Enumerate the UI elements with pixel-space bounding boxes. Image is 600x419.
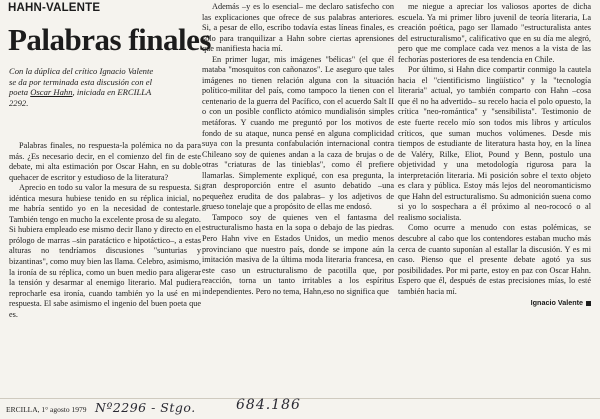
intro-line: 2292.: [9, 97, 29, 108]
section-kicker: HAHN-VALENTE: [8, 2, 101, 14]
intro-text: poeta: [9, 87, 31, 98]
headline: Palabras finales: [8, 22, 211, 57]
paragraph: Aprecio en todo su valor la mesura de su respuesta. Si idéntica mesura hubiese tenido en su réplica inicial, no me habría sentido yo en la necesidad de contestarle. También tengo en mucho la excelente prosa de su alegato. Si hubiera empleado ese mismo decir llano y directo en el prólogo de marras –sin paratáctico e hipotáctico–, a estas alturas no tendríamos discusiones "sunturias y bizantinas", como muy bien las llama. Celebro, asimismo, la ironía de su réplica, como un buen medio para aligerar la tensión y desarmar al enemigo literario. Mal pudiera reprocharle esa ironía, cuando también yo la usé en mi respuesta. El sabe asimismo el ingenio del buen poeta que es.: [9, 183, 201, 319]
column-3: [398, 2, 591, 309]
intro-line: [9, 87, 199, 98]
paragraph: Además –y es lo esencial– me declaro satisfecho con las explicaciones que ofrece de sus palabras anteriores. Si, a pesar de ello, escribo todavía estas líneas finales, es sólo para tranquilizar a Hahn sobre ciertas aprensiones que manifiesta hacia mí.: [202, 2, 394, 54]
signature-text: Ignacio Valente: [530, 298, 583, 308]
intro-note: [9, 66, 199, 108]
handwritten-number: 684.186: [236, 397, 301, 413]
paragraph: Como ocurre a menudo con estas polémicas, se descubre al cabo que los contendores estaban mucho más cerca de cuanto suponían al estallar la discusión. Y es mi caso. Pienso que el presente debate agotó ya sus posibilidades. Por mi parte, estoy en paz con Oscar Hahn. Espero que él, después de estas precisiones mías, lo esté también hacia mí.: [398, 223, 591, 296]
intro-author-name: Oscar Hahn: [30, 87, 73, 98]
column-2: [202, 2, 394, 297]
paragraph: En primer lugar, mis imágenes "bélicas" (el que él mataba "mosquitos con cañonazos". Le aseguro que tales imágenes no tienen relación alguna con la situación político-militar del país, como tampoco la tienen con el centenario de la guerra del Pacífico, con el acuerdo Salt II o con un posible conflicto atómico mundialisón simples metáforas. Y cuando me preguntó por los motivos de fondo de su ataque, nunca pensé en alguna complicidad suya con la presunta confabulación internacional contra Chileano soy de quienes andan a la caza de brujas o de otras "criaturas de las tinieblas", como él prefiere llamarlas. Simplemente expliqué, con esa pregunta, la gran desproporción entre el asunto debatido –una pequeñez erudita de dos palabras– y los adjetivos de grueso tonelaje que a propósito de ellas me endosó.: [202, 54, 394, 212]
paragraph: me niegue a apreciar los valiosos aportes de dicha escuela. Ya mi primer libro juvenil de teoría literaria, La creación poética, pago ser llamado "estructuralista antes del estructuralismo", calificativo que en su día me alegró, pero que me complace cada vez menos a la vista de las fechorías posteriores de esa tendencia en Chile.: [398, 2, 591, 64]
intro-line: Con la dúplica del crítico Ignacio Valente: [9, 66, 154, 76]
paragraph: Palabras finales, no respuesta-la polémica no da para más. ¿Es necesario decir, en el comienzo del fin de este debate, mi alta estimación por Oscar Hahn, en su doble quehacer de escritor y estudioso de la literatura?: [9, 141, 201, 182]
handwritten-note: Nº2296 - Stgo.: [95, 400, 196, 415]
paragraph: Por último, si Hahn dice compartir conmigo la cautela hacia el "cientificismo lingüístico" y la "tecnología literaria" actual, yo también comparto con Hahn –cosa que él no ha advertido– su recelo hacia el polo opuesto, la crítica "neo-romántica" y "sensibilista". Testimonio de este fuerte recelo mío son todos mis libros y artículos críticos, que suman muchos volúmenes. Desde mis tiempos de estudiante de literatura hasta hoy, en la línea de Valéry, Rilke, Eliot, Pound y Benn, postulo una objetividad y una metodología rigurosa para la interpretación literaria. Mi posición sobre el texto objeto es clara y pública. Estoy más lejos del neoromanticismo que Hahn del estructuralismo. Su admonición suena como si yo lo sospechara a él próximo al neo-rococó o al realismo socialista.: [398, 65, 591, 222]
intro-line: se da por terminada esta discusión con el: [9, 76, 152, 87]
signature: [398, 298, 591, 309]
end-mark-icon: [586, 301, 591, 306]
publication-footer: ERCILLA, 1° agosto 1979: [6, 405, 87, 414]
paragraph: Tampoco soy de quienes ven el fantasma del estructuralismo hasta en la sopa o debajo de las piedras. Pero Hahn vive en Estados Unidos, un medio menos provinciano que nuestro país, donde se impone aún la imitación masiva de la última moda literaria francesa, en este caso un estructuralismo de pacotilla que, por reacción, torna un tanto irritables a los espíritus independientes. Pero no tema, Hahn,eso no significa que: [202, 212, 394, 296]
intro-text: , iniciada en ERCILLA: [72, 87, 152, 98]
column-1: [9, 141, 201, 320]
